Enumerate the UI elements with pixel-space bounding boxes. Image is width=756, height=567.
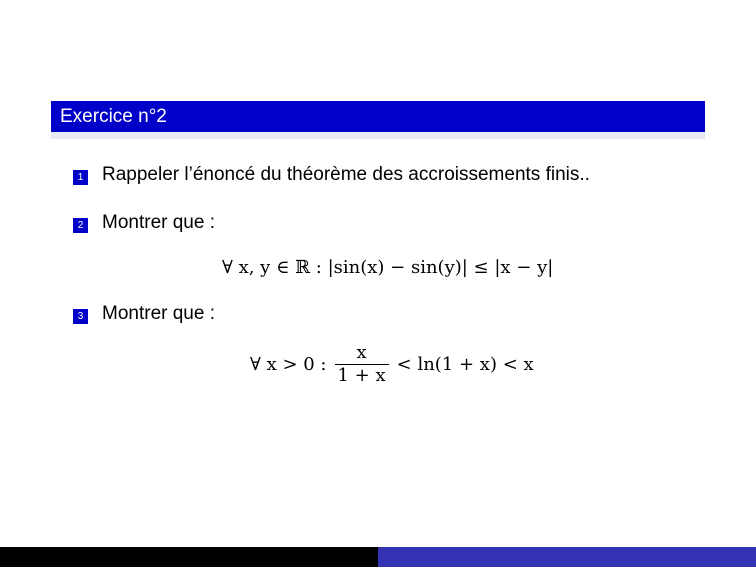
fraction-denominator: 1 + x	[335, 364, 389, 387]
list-item	[73, 303, 215, 325]
fraction-numerator: x	[356, 342, 367, 363]
equation-prefix: ∀ x > 0 :	[250, 354, 327, 375]
list-item	[73, 212, 215, 234]
footer-right-bar	[378, 547, 756, 567]
item-number-badge: 2	[73, 218, 88, 233]
frame-title: Exercice n°2	[60, 106, 167, 127]
item-text: Montrer que :	[102, 212, 215, 233]
equation-log-inequality	[250, 342, 534, 387]
item-number-badge: 3	[73, 309, 88, 324]
frame-title-shadow	[51, 132, 705, 139]
item-number-badge: 1	[73, 170, 88, 185]
item-text: Montrer que :	[102, 303, 215, 324]
item-text: Rappeler l’énoncé du théorème des accroissements finis..	[102, 164, 590, 185]
equation-sine-inequality: ∀ x, y ∈ ℝ : |sin(x) − sin(y)| ≤ |x − y|	[222, 257, 554, 278]
frame-title-bar	[51, 101, 705, 132]
fraction	[335, 342, 389, 387]
equation-suffix: < ln(1 + x) < x	[396, 354, 534, 375]
list-item	[73, 164, 590, 186]
footer-left-bar	[0, 547, 378, 567]
